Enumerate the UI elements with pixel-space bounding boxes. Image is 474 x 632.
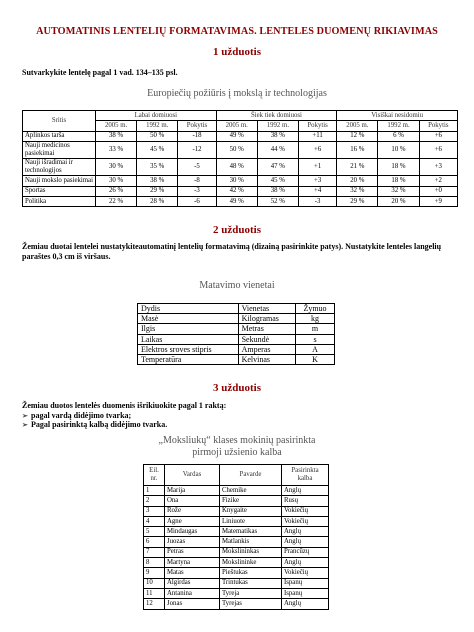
language-cell: Anglų <box>282 537 329 547</box>
table-row <box>138 344 335 354</box>
value-cell: 35 % <box>137 159 178 176</box>
topic-header: Sritis <box>23 111 96 132</box>
surname-cell: Fizike <box>220 496 282 506</box>
group-header: Šiek tiek domiuosi <box>216 111 337 121</box>
surname-cell: Pieštukas <box>220 568 282 578</box>
number-cell: 10 <box>144 578 165 588</box>
task3-instruction: Žemiau duotos lentelės duomenis išrikiuokite pagal 1 raktą: <box>22 401 227 410</box>
col-header: Pasirinkta kalba <box>282 465 329 486</box>
attitudes-table <box>22 110 458 207</box>
name-cell: Martyna <box>165 558 220 568</box>
value-cell: -3 <box>178 186 216 196</box>
col-header: Pavarde <box>220 465 282 486</box>
bullet-text: Pagal pasirinktą kalbą didėjimo tvarka. <box>31 420 168 429</box>
task1-heading: 1 užduotis <box>213 46 261 58</box>
surname-cell: Tyreja <box>220 588 282 598</box>
number-cell: 5 <box>144 527 165 537</box>
task3-table-title: „Moksliukų“ klases mokinių pasirinkta <box>158 435 316 446</box>
value-cell: 38 % <box>137 176 178 186</box>
number-cell: 4 <box>144 516 165 526</box>
value-cell: 21 % <box>337 159 378 176</box>
name-cell: Marija <box>165 486 220 496</box>
table-row <box>144 547 329 557</box>
value-cell: +1 <box>298 159 336 176</box>
quantity-cell: Ilgis <box>138 324 239 334</box>
number-cell: 9 <box>144 568 165 578</box>
subcol-header: Pokytis <box>419 121 457 131</box>
language-cell: Ispanų <box>282 578 329 588</box>
subcol-header: 2005 m. <box>337 121 378 131</box>
language-cell: Anglų <box>282 486 329 496</box>
value-cell: 49 % <box>216 131 257 141</box>
value-cell: -6 <box>178 196 216 206</box>
value-cell: 49 % <box>216 196 257 206</box>
value-cell: -8 <box>178 176 216 186</box>
value-cell: 28 % <box>137 196 178 206</box>
task2-instruction: Žemiau duotai lentelei nustatykiteautomatinį lentelių formatavimą (dizainą pasirinkite patys). Nustatykite lenteles langelių paraštes 0,3 cm iš viršaus. <box>22 242 442 261</box>
task1-instruction: Sutvarkykite lentelę pagal 1 vad. 134–135 psl. <box>22 68 178 77</box>
table-row <box>23 131 458 141</box>
table-row <box>144 578 329 588</box>
table-row <box>138 324 335 334</box>
topic-cell: Aplinkos tarša <box>23 131 96 141</box>
arrow-bullet-icon: ➢ <box>22 421 28 429</box>
topic-cell: Nauji mokslo pasiekimai <box>23 176 96 186</box>
value-cell: 29 % <box>137 186 178 196</box>
value-cell: -5 <box>178 159 216 176</box>
table-row <box>144 496 329 506</box>
value-cell: 33 % <box>96 142 137 159</box>
value-cell: 42 % <box>216 186 257 196</box>
quantity-cell: Dydis <box>138 304 239 314</box>
unit-cell: Amperas <box>238 344 295 354</box>
table-row <box>144 568 329 578</box>
table-row <box>23 196 458 206</box>
page-title: AUTOMATINIS LENTELIŲ FORMATAVIMAS. LENTELES DUOMENŲ RIKIAVIMAS <box>36 26 438 37</box>
bullet-text: pagal vardą didėjimo tvarka; <box>31 411 132 420</box>
subcol-header: Pokytis <box>178 121 216 131</box>
value-cell: 50 % <box>137 131 178 141</box>
value-cell: 16 % <box>337 142 378 159</box>
language-cell: Anglų <box>282 527 329 537</box>
surname-cell: Knygaite <box>220 506 282 516</box>
language-cell: Prancūzų <box>282 547 329 557</box>
task1-table-title: Europiečių požiūris į mokslą ir technologijas <box>147 88 327 99</box>
table-row <box>23 159 458 176</box>
surname-cell: Mokslininke <box>220 558 282 568</box>
value-cell: 38 % <box>257 131 298 141</box>
surname-cell: Trintukas <box>220 578 282 588</box>
symbol-cell: K <box>296 354 335 364</box>
value-cell: 26 % <box>96 186 137 196</box>
value-cell: 32 % <box>337 186 378 196</box>
symbol-cell: kg <box>296 314 335 324</box>
value-cell: 6 % <box>378 131 419 141</box>
number-cell: 12 <box>144 599 165 609</box>
table-row <box>144 486 329 496</box>
value-cell: 18 % <box>378 159 419 176</box>
language-cell: Rusų <box>282 496 329 506</box>
table-row <box>23 176 458 186</box>
language-cell: Vokiečių <box>282 568 329 578</box>
value-cell: 52 % <box>257 196 298 206</box>
subcol-header: 1992 m. <box>378 121 419 131</box>
unit-cell: Vienetas <box>238 304 295 314</box>
value-cell: +2 <box>419 176 457 186</box>
topic-cell: Nauji medicinos pasiekimai <box>23 142 96 159</box>
table-row <box>144 537 329 547</box>
value-cell: +4 <box>298 186 336 196</box>
value-cell: 38 % <box>96 131 137 141</box>
symbol-cell: Žymuo <box>296 304 335 314</box>
arrow-bullet-icon: ➢ <box>22 412 28 420</box>
number-cell: 7 <box>144 547 165 557</box>
students-table <box>143 464 329 610</box>
number-cell: 1 <box>144 486 165 496</box>
value-cell: +11 <box>298 131 336 141</box>
topic-cell: Politika <box>23 196 96 206</box>
table-row <box>144 588 329 598</box>
table-row <box>144 599 329 609</box>
surname-cell: Matlankis <box>220 537 282 547</box>
table-row <box>144 506 329 516</box>
value-cell: +6 <box>419 142 457 159</box>
units-table <box>137 303 335 365</box>
value-cell: +6 <box>419 131 457 141</box>
value-cell: +3 <box>298 176 336 186</box>
surname-cell: Chemike <box>220 486 282 496</box>
name-cell: Agne <box>165 516 220 526</box>
unit-cell: Sekundė <box>238 334 295 344</box>
value-cell: -3 <box>298 196 336 206</box>
value-cell: 32 % <box>378 186 419 196</box>
unit-cell: Kilogramas <box>238 314 295 324</box>
number-cell: 3 <box>144 506 165 516</box>
value-cell: 20 % <box>337 176 378 186</box>
surname-cell: Matematikas <box>220 527 282 537</box>
language-cell: Anglų <box>282 599 329 609</box>
symbol-cell: s <box>296 334 335 344</box>
table-row <box>138 314 335 324</box>
subcol-header: 1992 m. <box>257 121 298 131</box>
unit-cell: Kelvinas <box>238 354 295 364</box>
subcol-header: 2005 m. <box>216 121 257 131</box>
value-cell: -18 <box>178 131 216 141</box>
language-cell: Anglų <box>282 558 329 568</box>
symbol-cell: m <box>296 324 335 334</box>
subcol-header: 1992 m. <box>137 121 178 131</box>
value-cell: 50 % <box>216 142 257 159</box>
value-cell: 22 % <box>96 196 137 206</box>
name-cell: Jonas <box>165 599 220 609</box>
language-cell: Ispanų <box>282 588 329 598</box>
bullet-item <box>22 420 167 430</box>
surname-cell: Tyrejas <box>220 599 282 609</box>
value-cell: -12 <box>178 142 216 159</box>
surname-cell: Liniuote <box>220 516 282 526</box>
task2-table-title: Matavimo vienetai <box>199 280 275 291</box>
name-cell: Algirdas <box>165 578 220 588</box>
value-cell: 30 % <box>216 176 257 186</box>
value-cell: 12 % <box>337 131 378 141</box>
quantity-cell: Temperatūra <box>138 354 239 364</box>
table-row <box>138 354 335 364</box>
task3-table-subtitle: pirmoji užsienio kalba <box>192 447 282 458</box>
value-cell: 38 % <box>257 186 298 196</box>
name-cell: Mindaugas <box>165 527 220 537</box>
value-cell: 47 % <box>257 159 298 176</box>
name-cell: Rože <box>165 506 220 516</box>
table-row <box>23 142 458 159</box>
topic-cell: Nauji išradimai ir technologijos <box>23 159 96 176</box>
group-header: Labai domiuosi <box>96 111 217 121</box>
name-cell: Petras <box>165 547 220 557</box>
group-header: Visiškai nesidomiu <box>337 111 458 121</box>
value-cell: +6 <box>298 142 336 159</box>
value-cell: 30 % <box>96 176 137 186</box>
number-cell: 6 <box>144 537 165 547</box>
col-header: Eil. nr. <box>144 465 165 486</box>
topic-cell: Sportas <box>23 186 96 196</box>
task2-heading: 2 užduotis <box>213 224 261 236</box>
language-cell: Vokiečių <box>282 516 329 526</box>
number-cell: 2 <box>144 496 165 506</box>
value-cell: 44 % <box>257 142 298 159</box>
value-cell: 10 % <box>378 142 419 159</box>
value-cell: 45 % <box>257 176 298 186</box>
value-cell: 48 % <box>216 159 257 176</box>
table-row <box>138 334 335 344</box>
value-cell: +0 <box>419 186 457 196</box>
name-cell: Juozas <box>165 537 220 547</box>
value-cell: 45 % <box>137 142 178 159</box>
value-cell: 29 % <box>337 196 378 206</box>
col-header: Vardas <box>165 465 220 486</box>
table-row <box>144 558 329 568</box>
value-cell: 20 % <box>378 196 419 206</box>
table-row <box>144 516 329 526</box>
table-row <box>23 186 458 196</box>
task3-heading: 3 užduotis <box>213 382 261 394</box>
name-cell: Ona <box>165 496 220 506</box>
quantity-cell: Masė <box>138 314 239 324</box>
value-cell: 18 % <box>378 176 419 186</box>
name-cell: Matas <box>165 568 220 578</box>
subcol-header: Pokytis <box>298 121 336 131</box>
name-cell: Antanina <box>165 588 220 598</box>
table-row <box>144 527 329 537</box>
table-row <box>138 304 335 314</box>
value-cell: +3 <box>419 159 457 176</box>
symbol-cell: A <box>296 344 335 354</box>
surname-cell: Mokslininkas <box>220 547 282 557</box>
subcol-header: 2005 m. <box>96 121 137 131</box>
number-cell: 8 <box>144 558 165 568</box>
number-cell: 11 <box>144 588 165 598</box>
value-cell: 30 % <box>96 159 137 176</box>
language-cell: Vokiečių <box>282 506 329 516</box>
value-cell: +9 <box>419 196 457 206</box>
quantity-cell: Laikas <box>138 334 239 344</box>
quantity-cell: Elektros sroves stipris <box>138 344 239 354</box>
unit-cell: Metras <box>238 324 295 334</box>
